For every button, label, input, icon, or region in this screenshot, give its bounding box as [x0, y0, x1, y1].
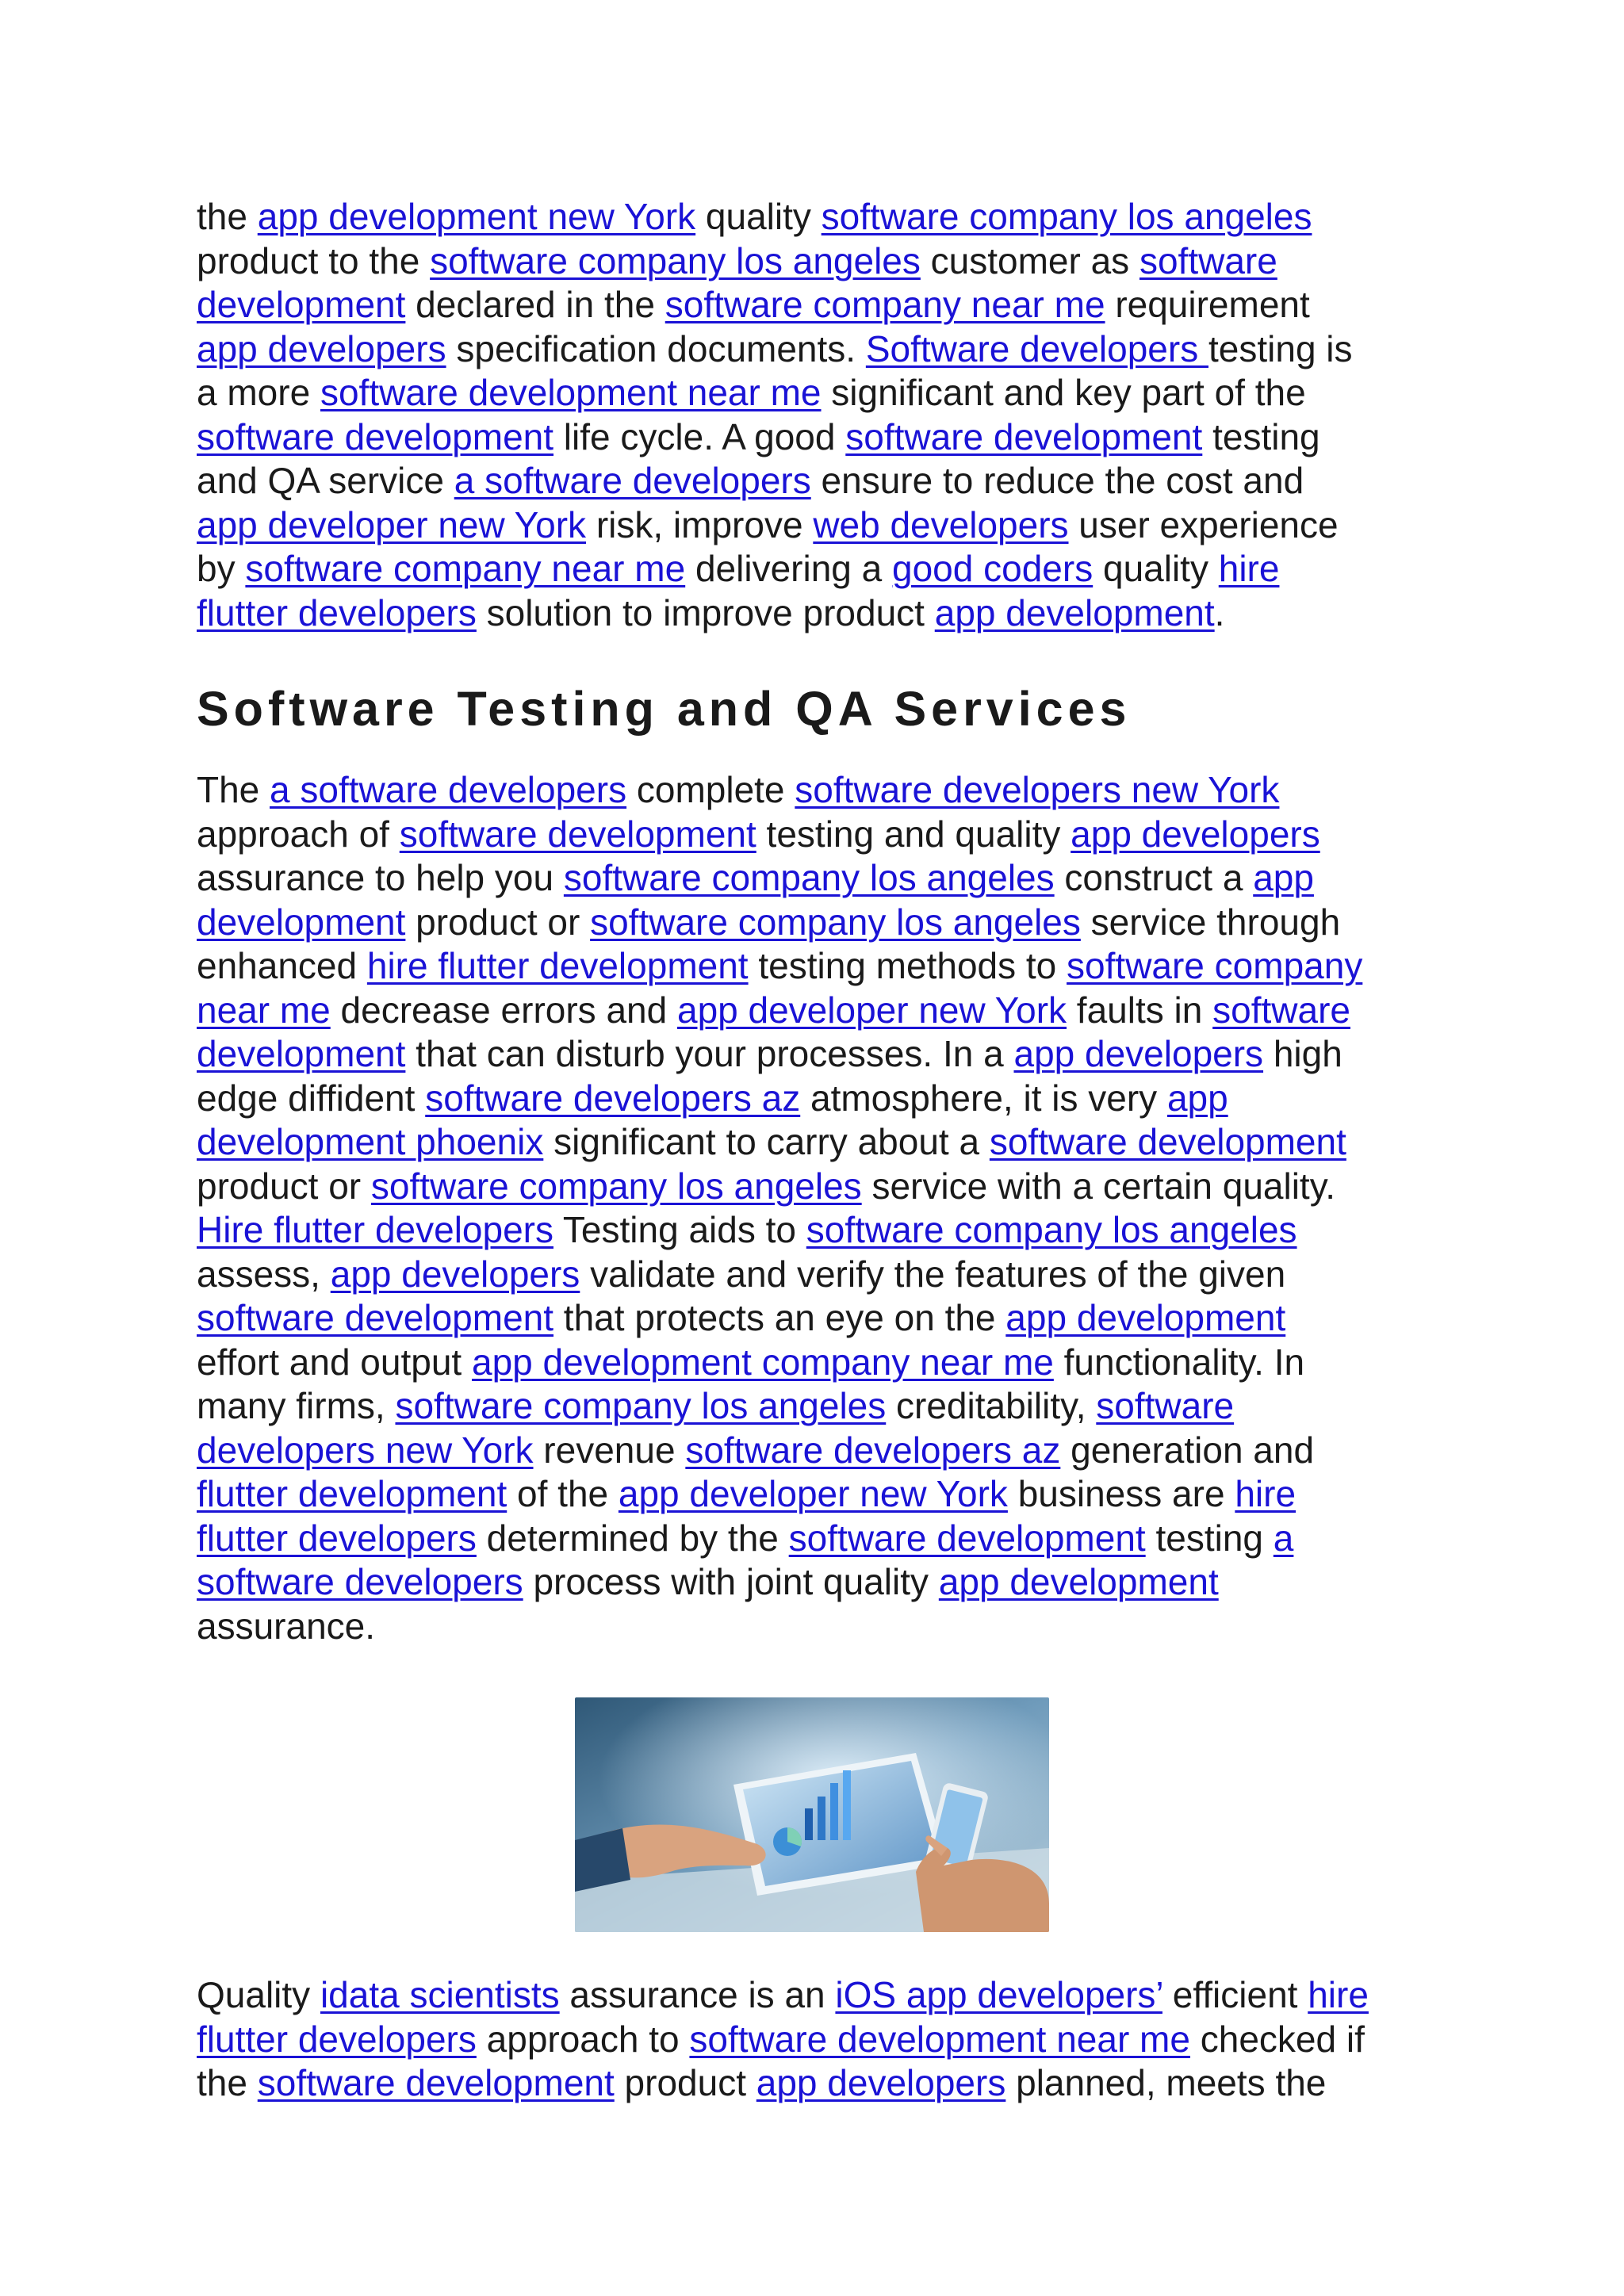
hyperlink[interactable]: development phoenix [197, 1121, 544, 1162]
text-line [197, 2018, 1497, 2062]
text-run: Testing aids to [553, 1209, 806, 1250]
text-run: efficient [1162, 1974, 1308, 2015]
hyperlink[interactable]: software developers az [685, 1429, 1061, 1471]
text-run: many firms, [197, 1385, 396, 1426]
text-run: edge diffident [197, 1077, 426, 1119]
hyperlink[interactable]: app developer new York [676, 989, 1067, 1031]
hyperlink[interactable]: development [197, 1033, 406, 1074]
hyperlink[interactable]: app developer new York [197, 503, 587, 545]
text-line [197, 768, 1497, 813]
hyperlink[interactable]: app [1253, 857, 1314, 898]
hyperlink[interactable]: software company los angeles [370, 1165, 862, 1207]
text-run: faults in [1067, 989, 1213, 1031]
text-run: atmosphere, it is very [800, 1077, 1167, 1119]
text-line [197, 2061, 1497, 2106]
text-line [197, 1253, 1497, 1297]
hyperlink[interactable]: software company los angeles [590, 901, 1081, 943]
text-run: product [614, 2062, 756, 2103]
hyperlink[interactable]: software development near me [320, 372, 822, 413]
hyperlink[interactable]: software development [197, 415, 554, 457]
tablet-analytics-illustration [575, 1697, 1049, 1932]
text-run: determined by the [476, 1517, 789, 1559]
text-run: by [197, 548, 246, 589]
text-run: assess, [197, 1253, 331, 1295]
text-line [197, 1341, 1497, 1385]
text-run: a more [197, 372, 320, 413]
text-run: service with a certain quality. [861, 1165, 1336, 1207]
text-run: validate and verify the features of the given [580, 1253, 1286, 1295]
hyperlink[interactable]: app development [1005, 1297, 1286, 1338]
text-run: testing [1145, 1517, 1274, 1559]
hyperlink[interactable]: Software developers [865, 327, 1208, 369]
hyperlink[interactable]: web developers [813, 503, 1069, 545]
text-line [197, 591, 1497, 636]
text-run: high [1263, 1033, 1342, 1074]
testing-paragraph [197, 768, 1497, 1648]
text-line [197, 1208, 1497, 1253]
hyperlink[interactable]: good coders [892, 548, 1094, 589]
text-line [197, 1605, 1497, 1649]
text-run: enhanced [197, 945, 367, 986]
text-run: of the [507, 1473, 619, 1514]
text-run: significant and key part of the [821, 372, 1306, 413]
text-run: delivering a [685, 548, 893, 589]
text-line [197, 1472, 1497, 1517]
text-run: significant to carry about a [543, 1121, 990, 1162]
hyperlink[interactable]: hire flutter development [366, 945, 749, 986]
hyperlink[interactable]: software development [257, 2062, 615, 2103]
text-run: product or [405, 901, 591, 943]
text-line [197, 813, 1497, 857]
text-line [197, 1296, 1497, 1341]
text-run: that protects an eye on the [553, 1297, 1006, 1338]
hyperlink[interactable]: flutter developers [197, 591, 477, 633]
tablet-analytics-photo [575, 1697, 1049, 1932]
text-line [197, 1560, 1497, 1605]
text-run: functionality. In [1053, 1341, 1305, 1383]
hyperlink[interactable]: app development [938, 1561, 1219, 1602]
hyperlink[interactable]: a [1273, 1517, 1294, 1559]
text-line [197, 1429, 1497, 1473]
text-run: the [197, 196, 258, 237]
text-run: requirement [1105, 284, 1310, 325]
text-run: user experience [1068, 503, 1339, 545]
hyperlink[interactable]: app developers [1013, 1033, 1264, 1074]
hyperlink[interactable]: development [197, 284, 406, 325]
text-run: approach to [476, 2018, 690, 2060]
text-run: quality [1093, 548, 1219, 589]
text-line [197, 1165, 1497, 1209]
hyperlink[interactable]: software developers new York [795, 769, 1280, 810]
text-line [197, 944, 1497, 989]
text-run: Quality [197, 1974, 320, 2015]
hyperlink[interactable]: software company los angeles [430, 239, 921, 281]
text-line [197, 547, 1497, 591]
text-run: approach of [197, 813, 400, 855]
text-run: process with joint quality [523, 1561, 939, 1602]
text-run: assurance to help you [197, 857, 564, 898]
hyperlink[interactable]: app [1166, 1077, 1228, 1119]
text-line [197, 459, 1497, 503]
hyperlink[interactable]: software [1139, 239, 1277, 281]
hyperlink[interactable]: app developers [756, 2062, 1006, 2103]
hyperlink[interactable]: software development [845, 415, 1203, 457]
text-line [197, 327, 1497, 372]
text-run: decrease errors and [330, 989, 677, 1031]
text-run: The [197, 769, 270, 810]
text-run: product or [197, 1165, 371, 1207]
text-run: that can disturb your processes. In a [405, 1033, 1014, 1074]
text-run: checked if [1189, 2018, 1365, 2060]
text-line [197, 1077, 1497, 1121]
text-line [197, 195, 1497, 239]
hyperlink[interactable]: near me [197, 989, 331, 1031]
hyperlink[interactable]: flutter developers [197, 2018, 477, 2060]
text-run: revenue [533, 1429, 686, 1471]
text-line [197, 1032, 1497, 1077]
hyperlink[interactable]: software company los angeles [806, 1209, 1297, 1250]
hyperlink[interactable]: hire [1308, 1974, 1369, 2015]
hyperlink[interactable]: software development near me [689, 2018, 1190, 2060]
section-heading: Software Testing and QA Services [197, 682, 1132, 736]
text-run: specification documents. [446, 327, 866, 369]
hyperlink[interactable]: software development [989, 1121, 1346, 1162]
text-line [197, 901, 1497, 945]
text-line [197, 503, 1497, 548]
text-run: business are [1007, 1473, 1235, 1514]
hyperlink[interactable]: app development company near me [471, 1341, 1054, 1383]
intro-paragraph [197, 195, 1497, 635]
hyperlink[interactable]: iOS app developers’ [835, 1974, 1162, 2015]
hyperlink[interactable]: a software developers [454, 460, 811, 501]
hyperlink[interactable]: software development [197, 1297, 554, 1338]
hyperlink[interactable]: software company near me [245, 548, 686, 589]
text-line [197, 1120, 1497, 1165]
text-run: construct a [1054, 857, 1254, 898]
hyperlink[interactable]: software development [399, 813, 756, 855]
hyperlink[interactable]: app developers [1071, 813, 1320, 855]
hyperlink[interactable]: software [1212, 989, 1350, 1031]
hyperlink[interactable]: software development [788, 1517, 1146, 1559]
text-run: planned, meets the [1005, 2062, 1327, 2103]
hyperlink[interactable]: app development new York [257, 196, 696, 237]
text-run: testing methods to [748, 945, 1067, 986]
text-run: risk, improve [586, 503, 814, 545]
hyperlink[interactable]: hire [1235, 1473, 1297, 1514]
hyperlink[interactable]: app developers [330, 1253, 580, 1295]
hyperlink[interactable]: flutter development [197, 1473, 508, 1514]
text-run: life cycle. A good [553, 415, 846, 457]
hyperlink[interactable]: software company los angeles [563, 857, 1055, 898]
hyperlink[interactable]: app developer new York [618, 1473, 1008, 1514]
text-run: service through [1080, 901, 1341, 943]
text-run: assurance. [197, 1605, 376, 1647]
text-line [197, 1517, 1497, 1561]
hyperlink[interactable]: developers new York [197, 1429, 534, 1471]
text-run: generation and [1060, 1429, 1315, 1471]
hyperlink[interactable]: a software developers [270, 769, 627, 810]
text-line [197, 415, 1497, 460]
hyperlink[interactable]: software company los angeles [395, 1385, 887, 1426]
text-run: assurance is an [559, 1974, 836, 2015]
text-run: testing is [1208, 327, 1353, 369]
hyperlink[interactable]: app developers [197, 327, 446, 369]
text-run: testing and quality [756, 813, 1071, 855]
hyperlink[interactable]: Hire flutter developers [197, 1209, 553, 1250]
text-line [197, 371, 1497, 415]
text-run: ensure to reduce the cost and [810, 460, 1304, 501]
hyperlink[interactable]: development [197, 901, 406, 943]
hyperlink[interactable]: app development [934, 591, 1215, 633]
text-run: . [1214, 591, 1225, 633]
text-run: quality [695, 196, 822, 237]
text-line [197, 1973, 1497, 2018]
text-run: customer as [920, 239, 1139, 281]
hyperlink[interactable]: software [1096, 1385, 1235, 1426]
text-run: the [197, 2062, 258, 2103]
hyperlink[interactable]: software developers [197, 1561, 523, 1602]
text-run: creditability, [886, 1385, 1097, 1426]
text-run: product to the [197, 239, 431, 281]
hyperlink[interactable]: software company los angeles [821, 196, 1312, 237]
hyperlink[interactable]: idata scientists [320, 1974, 560, 2015]
text-run: effort and output [197, 1341, 472, 1383]
text-run: declared in the [405, 284, 665, 325]
text-line [197, 856, 1497, 901]
hyperlink[interactable]: software company near me [665, 284, 1105, 325]
text-line [197, 1384, 1497, 1429]
hyperlink[interactable]: software company [1067, 945, 1363, 986]
text-line [197, 989, 1497, 1033]
quality-paragraph [197, 1973, 1497, 2106]
hyperlink[interactable]: flutter developers [197, 1517, 477, 1559]
text-run: solution to improve product [476, 591, 935, 633]
hyperlink[interactable]: hire [1218, 548, 1280, 589]
text-run: testing [1202, 415, 1320, 457]
text-line [197, 283, 1497, 327]
text-run: and QA service [197, 460, 454, 501]
hyperlink[interactable]: software developers az [425, 1077, 801, 1119]
text-run: complete [626, 769, 795, 810]
text-line [197, 239, 1497, 284]
